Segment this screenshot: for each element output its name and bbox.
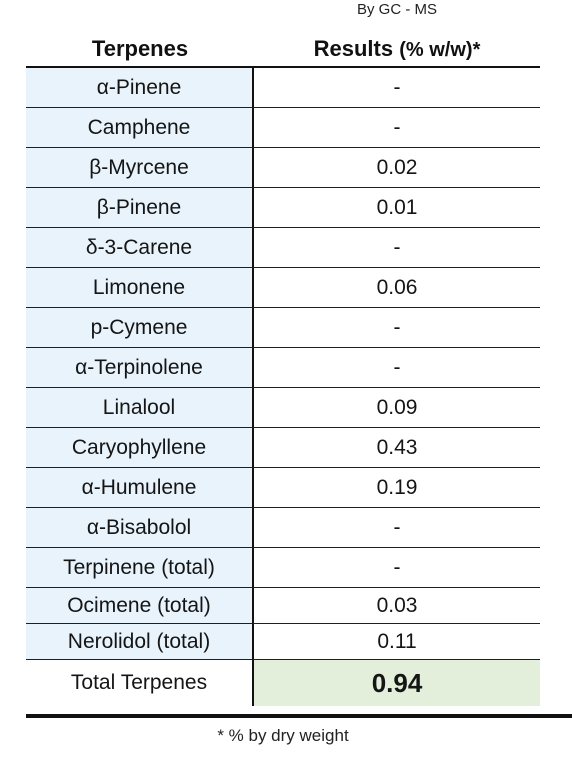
terpene-name: p-Cymene xyxy=(26,308,254,347)
table-row xyxy=(26,308,540,348)
terpene-result: 0.43 xyxy=(376,435,418,459)
results-column-header xyxy=(254,32,540,66)
total-value: 0.94 xyxy=(254,660,540,706)
terpene-result: 0.09 xyxy=(376,395,418,419)
table-row xyxy=(26,624,540,660)
terpene-name: Camphene xyxy=(26,108,254,147)
table-bottom-rule xyxy=(26,714,572,718)
terpene-name: δ-3-Carene xyxy=(26,228,254,267)
terpene-result: - xyxy=(393,75,401,99)
terpene-result: - xyxy=(393,315,401,339)
total-row xyxy=(26,660,540,706)
terpene-name: α-Bisabolol xyxy=(26,508,254,547)
terpene-name: Limonene xyxy=(26,268,254,307)
terpene-name: Terpinene (total) xyxy=(26,548,254,587)
terpene-result: - xyxy=(393,355,401,379)
terpene-result: 0.11 xyxy=(377,629,417,653)
terpene-name: α-Pinene xyxy=(26,68,254,107)
terpene-result: - xyxy=(393,115,401,139)
table-row xyxy=(26,588,540,624)
terpene-result: - xyxy=(393,515,401,539)
terpene-results-table xyxy=(26,66,540,706)
table-row xyxy=(26,68,540,108)
terpene-result: - xyxy=(393,235,401,259)
table-row xyxy=(26,468,540,508)
terpene-name: Caryophyllene xyxy=(26,428,254,467)
table-row xyxy=(26,548,540,588)
table-row xyxy=(26,508,540,548)
terpene-name: α-Terpinolene xyxy=(26,348,254,387)
table-row xyxy=(26,108,540,148)
terpene-result: 0.03 xyxy=(376,593,418,617)
results-unit-label: (% w/w)* xyxy=(399,39,481,61)
footnote: * % by dry weight xyxy=(217,726,349,745)
table-row xyxy=(26,388,540,428)
table-row xyxy=(26,228,540,268)
terpene-name: β-Myrcene xyxy=(26,148,254,187)
total-label: Total Terpenes xyxy=(26,660,254,706)
terpene-name: α-Humulene xyxy=(26,468,254,507)
terpene-name: Nerolidol (total) xyxy=(26,624,254,659)
terpene-result: 0.02 xyxy=(376,155,418,179)
table-row xyxy=(26,188,540,228)
table-row xyxy=(26,148,540,188)
terpenes-column-header: Terpenes xyxy=(91,36,189,61)
terpene-result: 0.19 xyxy=(376,475,418,499)
table-row xyxy=(26,428,540,468)
terpene-name: Linalool xyxy=(26,388,254,427)
terpene-name: Ocimene (total) xyxy=(26,588,254,623)
results-header-label: Results xyxy=(313,36,394,61)
table-row xyxy=(26,268,540,308)
terpene-result: - xyxy=(393,555,401,579)
terpene-result: 0.06 xyxy=(376,275,418,299)
table-row xyxy=(26,348,540,388)
terpene-name: β-Pinene xyxy=(26,188,254,227)
method-label: By GC - MS xyxy=(356,1,437,18)
terpene-result: 0.01 xyxy=(376,195,418,219)
